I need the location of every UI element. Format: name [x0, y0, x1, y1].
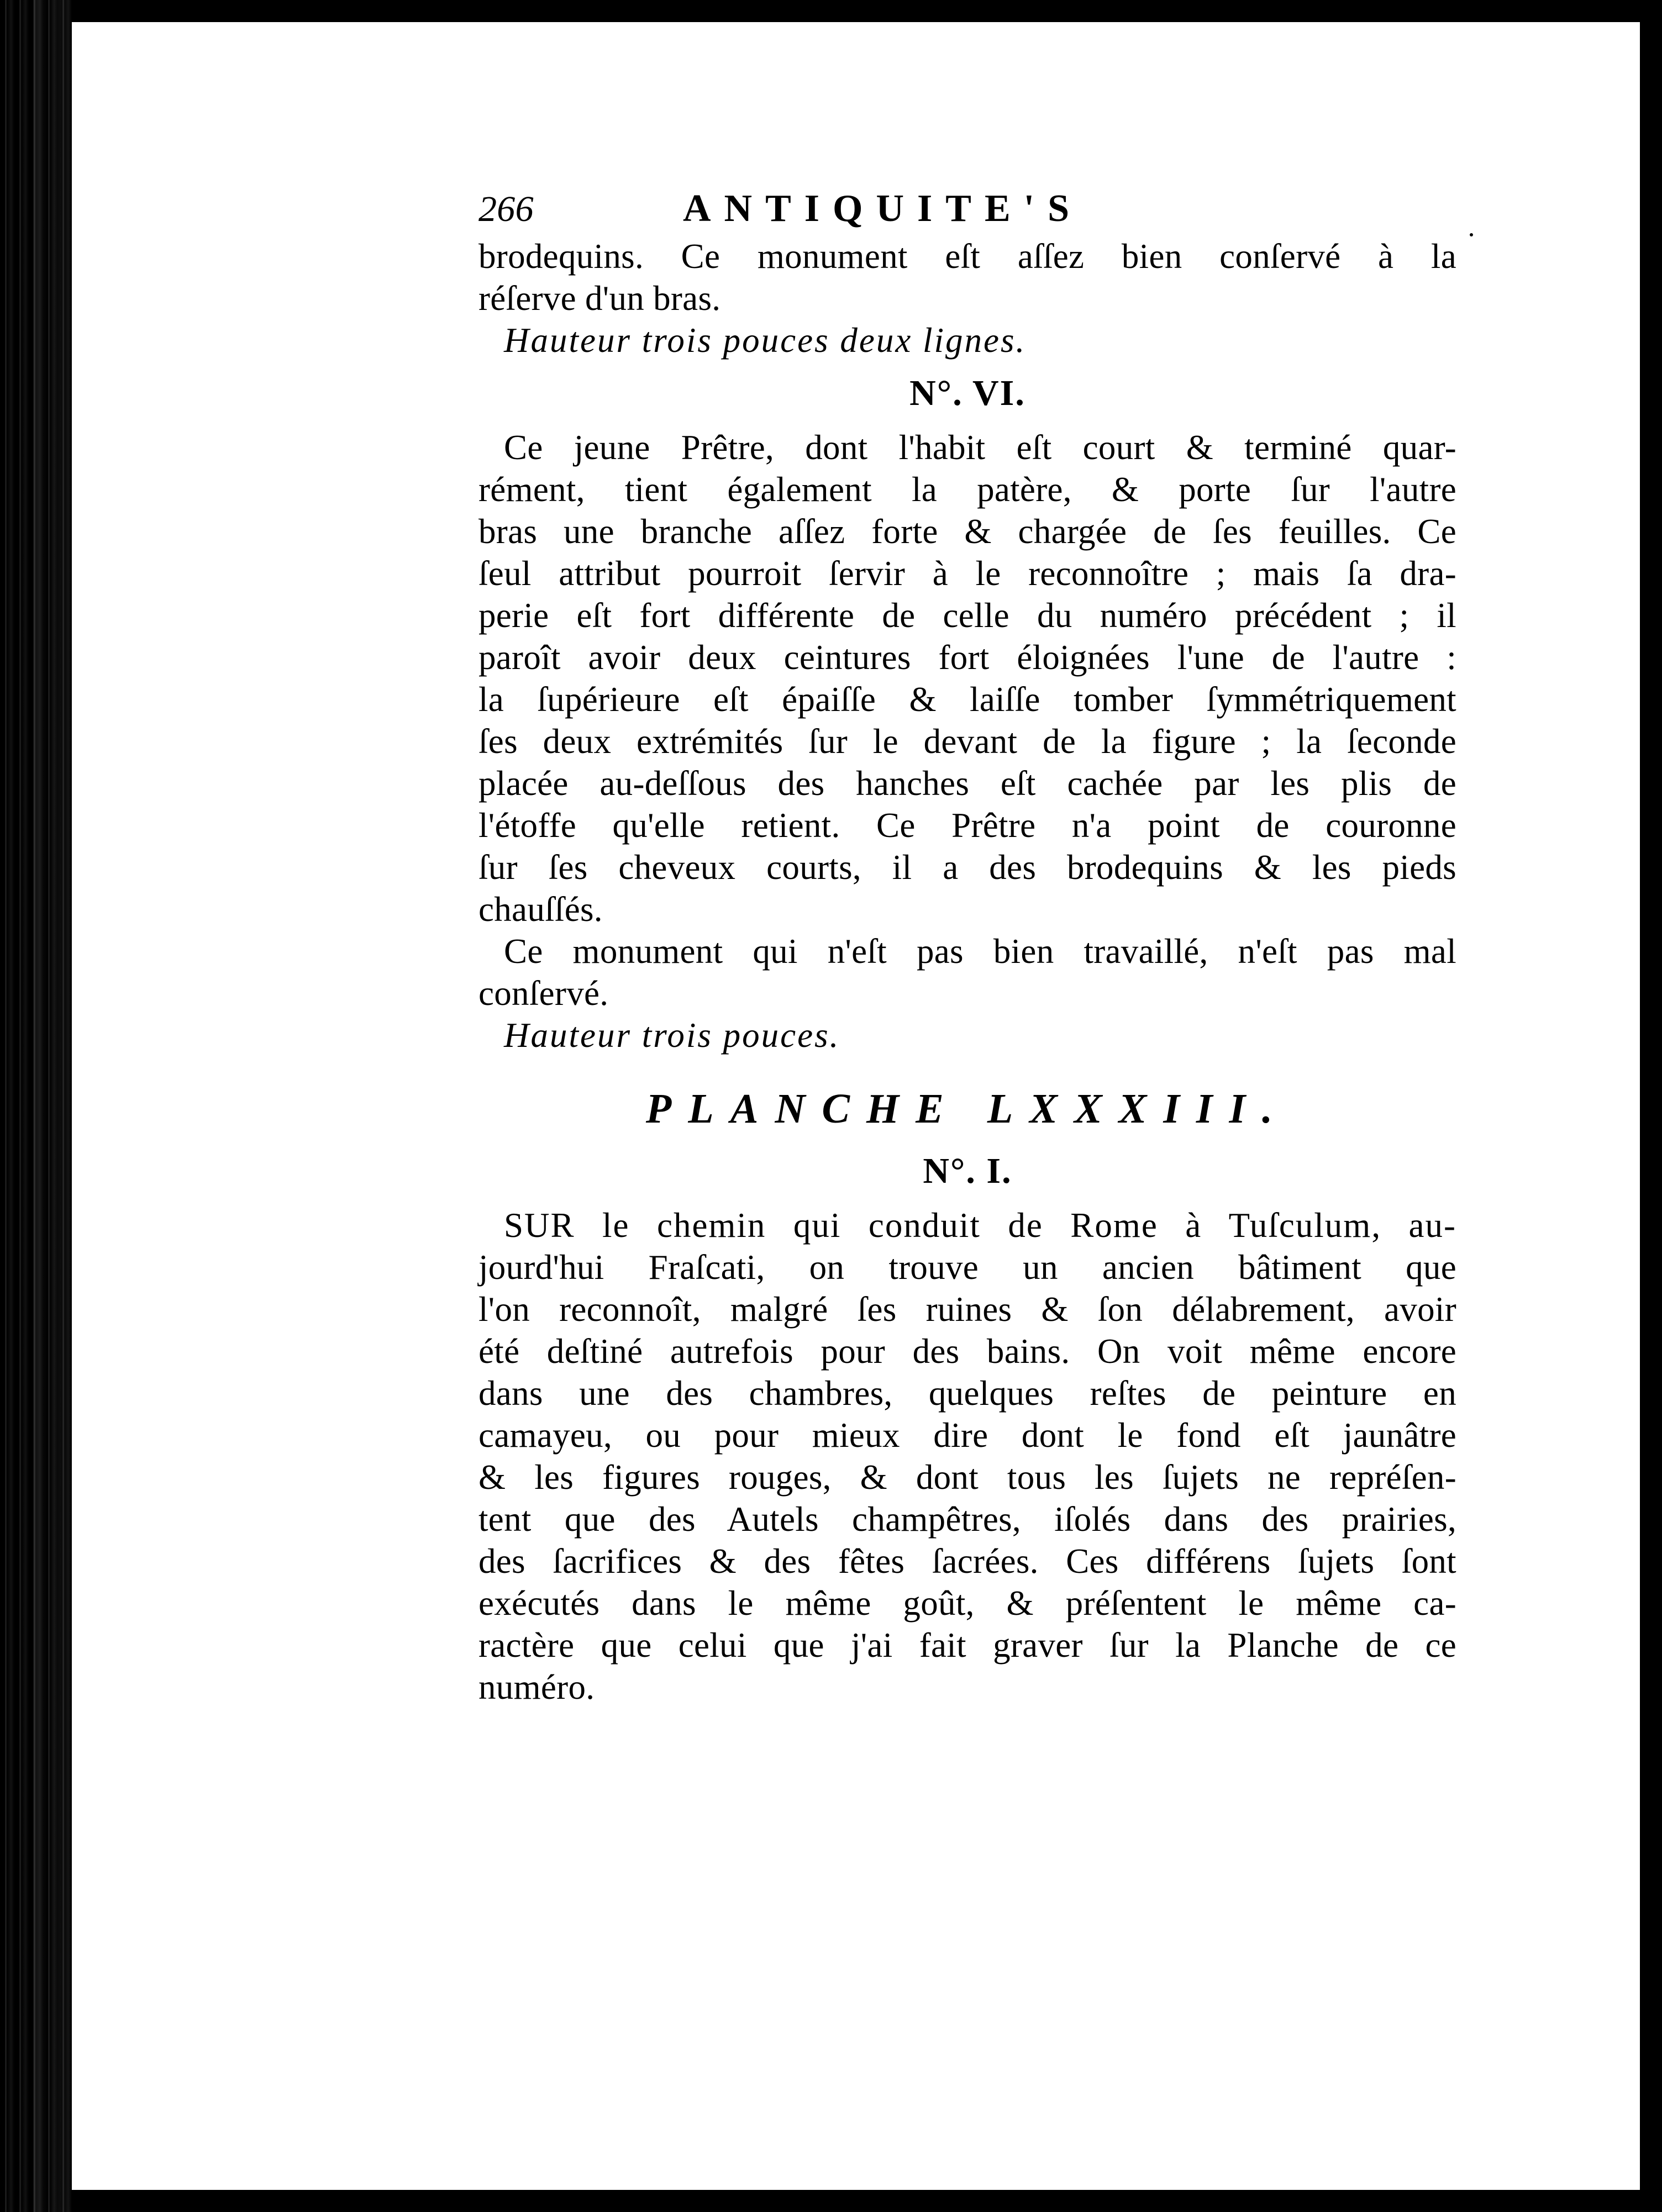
book-page — [72, 22, 1640, 2190]
paragraph-line: ſes deux extrémités ſur le devant de la figure ; la ſeconde — [478, 722, 1456, 761]
paragraph-line: dans une des chambres, quelques reſtes de peinture en — [478, 1374, 1456, 1413]
paragraph-line: ſeul attribut pourroit ſervir à le reconnoître ; mais ſa dra- — [478, 554, 1456, 593]
continuation-line: réſerve d'un bras. — [478, 279, 721, 318]
paragraph-line: Ce jeune Prêtre, dont l'habit eſt court & terminé quar- — [504, 428, 1456, 467]
continuation-line: brodequins. Ce monument eſt aſſez bien conſervé à la — [478, 237, 1456, 276]
paragraph-line: chauſſés. — [478, 890, 603, 929]
paragraph-line: des ſacrifices & des fêtes ſacrées. Ces différens ſujets ſont — [478, 1542, 1456, 1581]
plate-heading: PLANCHE LXXXIII. — [645, 1086, 1290, 1132]
paragraph-line: perie eſt fort différente de celle du numéro précédent ; il — [478, 596, 1456, 635]
measurement-note: Hauteur trois pouces deux lignes. — [504, 321, 1027, 360]
section-heading-vi: N°. VI. — [909, 373, 1025, 413]
text-block — [478, 188, 1456, 1708]
running-head — [478, 188, 1456, 234]
paragraph-line: Ce monument qui n'eſt pas bien travaillé, n'eſt pas mal — [504, 932, 1456, 971]
paragraph-line: bras une branche aſſez forte & chargée de ſes feuilles. Ce — [478, 512, 1456, 551]
paragraph-line: conſervé. — [478, 974, 609, 1013]
paragraph-line: la ſupérieure eſt épaiſſe & laiſſe tomber ſymmétriquement — [478, 680, 1456, 719]
paragraph-line: été deſtiné autrefois pour des bains. On voit même encore — [478, 1332, 1456, 1371]
scan-edge-left — [0, 0, 72, 2212]
paragraph-line: ſur ſes cheveux courts, il a des brodequins & les pieds — [478, 848, 1456, 887]
paragraph-line: placée au-deſſous des hanches eſt cachée par les plis de — [478, 764, 1456, 803]
paragraph-line: l'on reconnoît, malgré ſes ruines & ſon délabrement, avoir — [478, 1290, 1456, 1329]
paragraph-line: camayeu, ou pour mieux dire dont le fond eſt jaunâtre — [478, 1416, 1456, 1455]
scan-edge-right — [1640, 0, 1662, 2212]
page-number: 266 — [478, 189, 534, 229]
paragraph-line: ractère que celui que j'ai fait graver ſur la Planche de ce — [478, 1626, 1456, 1665]
paragraph-line: l'étoffe qu'elle retient. Ce Prêtre n'a point de couronne — [478, 806, 1456, 845]
paragraph — [478, 1204, 1456, 1708]
paragraph-line: rément, tient également la patère, & porte ſur l'autre — [478, 470, 1456, 509]
paragraph-line: paroît avoir deux ceintures fort éloignées l'une de l'autre : — [478, 638, 1456, 677]
measurement-note: Hauteur trois pouces. — [504, 1016, 840, 1055]
running-title: ANTIQUITE'S — [683, 187, 1083, 230]
paragraph — [478, 426, 1456, 930]
paragraph-line: numéro. — [478, 1668, 595, 1707]
paragraph-line: tent que des Autels champêtres, iſolés dans des prairies, — [478, 1500, 1456, 1539]
paragraph-line: jourd'hui Fraſcati, on trouve un ancien bâtiment que — [478, 1248, 1456, 1287]
ink-speck — [1470, 233, 1473, 236]
paragraph — [478, 930, 1456, 1014]
paragraph-line: exécutés dans le même goût, & préſentent le même ca- — [478, 1584, 1456, 1623]
paragraph-line: & les figures rouges, & dont tous les ſujets ne repréſen- — [478, 1458, 1456, 1497]
section-heading-i: N°. I. — [923, 1151, 1012, 1191]
paragraph-line: SUR le chemin qui conduit de Rome à Tuſculum, au- — [504, 1206, 1456, 1245]
